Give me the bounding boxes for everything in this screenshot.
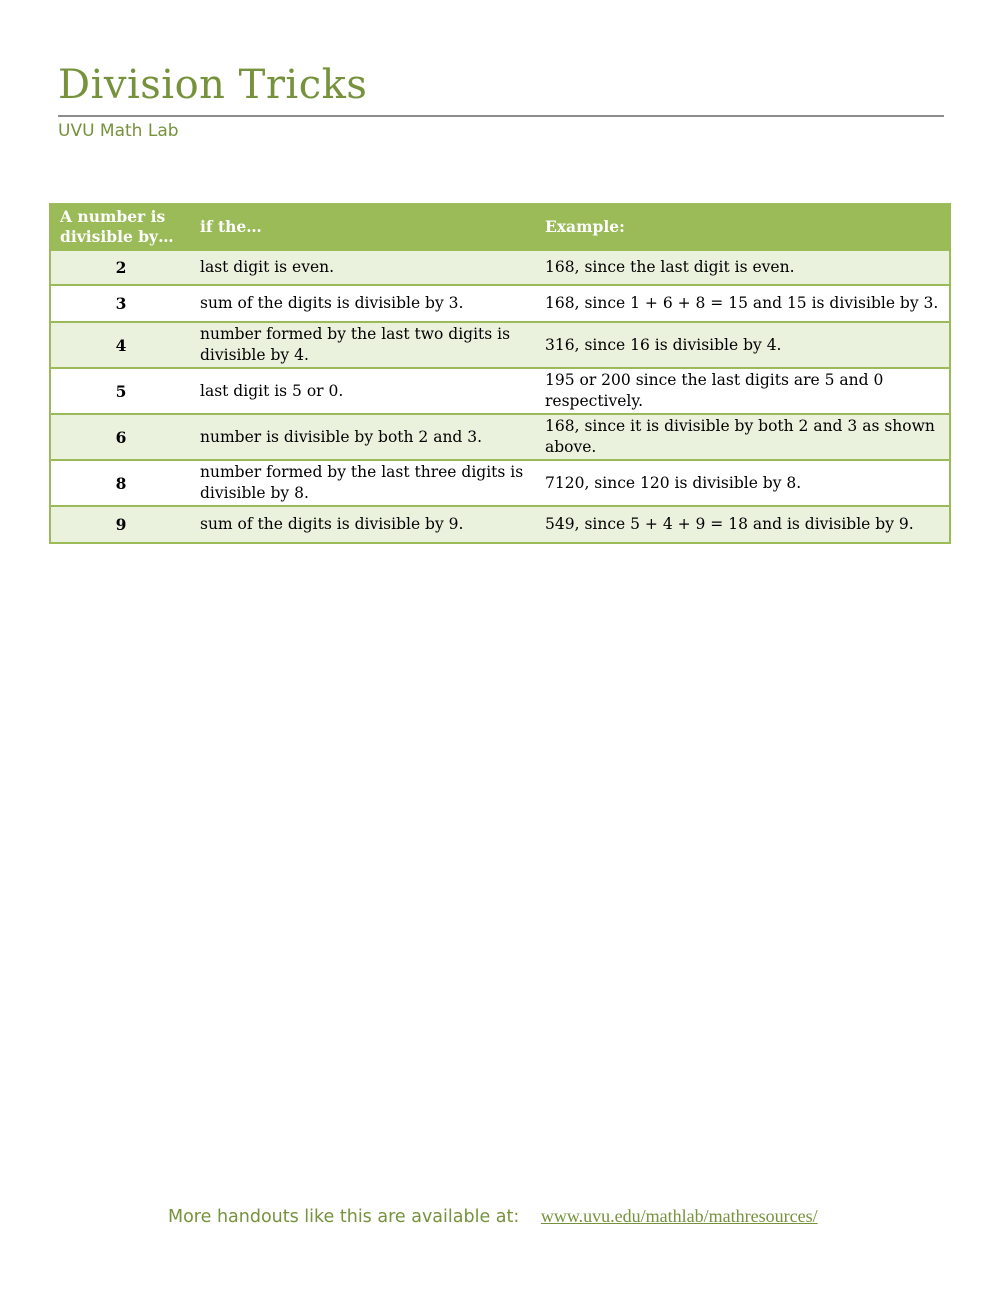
rule-cell: sum of the digits is divisible by 9. <box>191 506 536 543</box>
divisor-cell: 9 <box>50 506 191 543</box>
rule-cell: number is divisible by both 2 and 3. <box>191 414 536 460</box>
page-subtitle: UVU Math Lab <box>58 121 179 141</box>
rule-cell: number formed by the last three digits is divisible by 8. <box>191 460 536 506</box>
divisor-cell: 5 <box>50 368 191 414</box>
rule-cell: number formed by the last two digits is divisible by 4. <box>191 322 536 368</box>
divisor-cell: 2 <box>50 250 191 285</box>
example-cell: 168, since the last digit is even. <box>536 250 950 285</box>
page-title: Division Tricks <box>58 62 368 108</box>
rule-cell: sum of the digits is divisible by 3. <box>191 285 536 322</box>
header-rule: if the… <box>191 204 536 250</box>
footer <box>168 1204 818 1229</box>
footer-text: More handouts like this are available at: <box>168 1207 520 1227</box>
table-row <box>50 285 950 322</box>
example-cell: 549, since 5 + 4 + 9 = 18 and is divisible by 9. <box>536 506 950 543</box>
header-divisor: A number is divisible by… <box>50 204 191 250</box>
resources-link[interactable]: www.uvu.edu/mathlab/mathresources/ <box>540 1206 818 1226</box>
table-header-row <box>50 204 950 250</box>
divisor-cell: 4 <box>50 322 191 368</box>
table-row <box>50 368 950 414</box>
divisibility-table <box>49 203 951 544</box>
header-example: Example: <box>536 204 950 250</box>
rule-cell: last digit is even. <box>191 250 536 285</box>
table-row <box>50 460 950 506</box>
example-cell: 316, since 16 is divisible by 4. <box>536 322 950 368</box>
example-cell: 7120, since 120 is divisible by 8. <box>536 460 950 506</box>
rule-cell: last digit is 5 or 0. <box>191 368 536 414</box>
table-row <box>50 506 950 543</box>
example-cell: 168, since it is divisible by both 2 and 3 as shown above. <box>536 414 950 460</box>
divisor-cell: 6 <box>50 414 191 460</box>
divisor-cell: 8 <box>50 460 191 506</box>
title-rule <box>58 115 944 117</box>
table-row <box>50 414 950 460</box>
divisor-cell: 3 <box>50 285 191 322</box>
example-cell: 195 or 200 since the last digits are 5 and 0 respectively. <box>536 368 950 414</box>
table-row <box>50 250 950 285</box>
example-cell: 168, since 1 + 6 + 8 = 15 and 15 is divisible by 3. <box>536 285 950 322</box>
table-row <box>50 322 950 368</box>
